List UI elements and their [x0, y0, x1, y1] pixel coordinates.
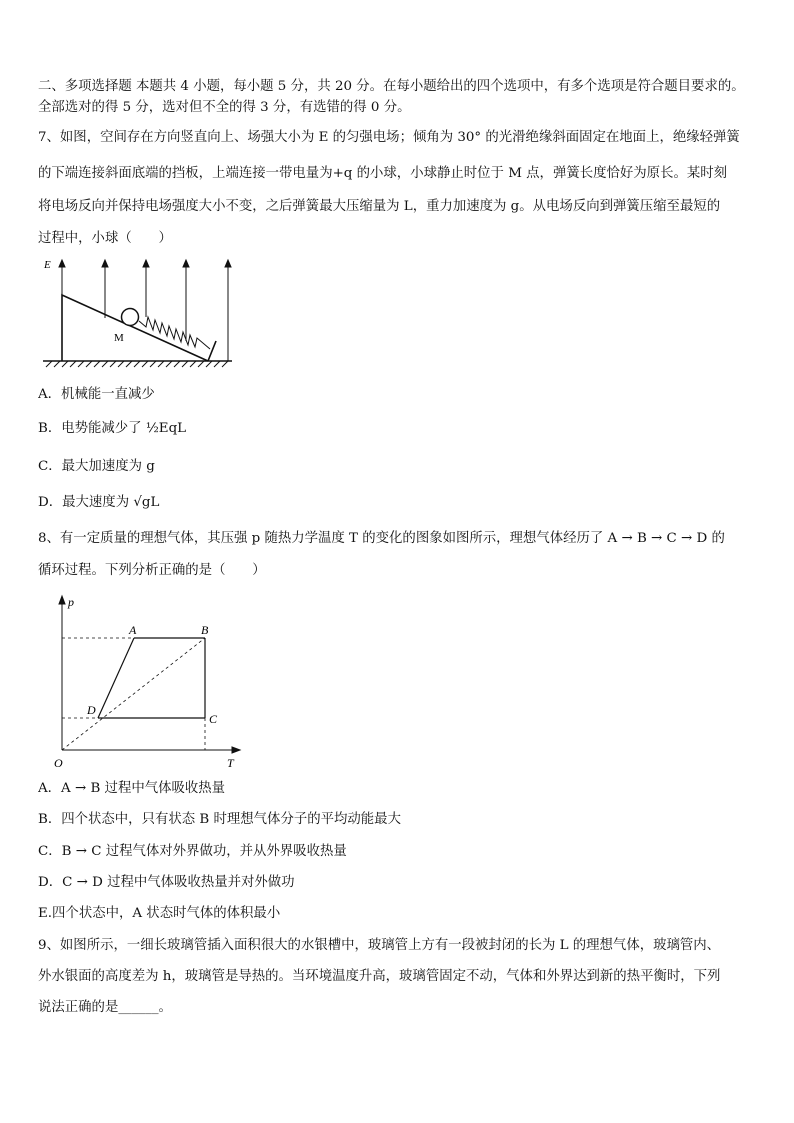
- q7-option-a: A．机械能一直减少: [38, 387, 155, 402]
- charged-ball: [122, 309, 139, 326]
- ground-hatching: [46, 361, 228, 367]
- q7-option-b: B．电势能减少了 ½EqL: [38, 421, 187, 436]
- q9-stem-line-2: 外水银面的高度差为 h，玻璃管是导热的。当环境温度升高，玻璃管固定不动，气体和外界达到新的热平衡时，下列: [38, 969, 721, 984]
- q8-option-c: C．B → C 过程气体对外界做功，并从外界吸收热量: [38, 844, 347, 859]
- q8-pT-diagram: [50, 590, 245, 770]
- q7-stem-line-2: 的下端连接斜面底端的挡板，上端连接一带电量为+q 的小球，小球静止时位于 M 点，弹簧长度恰好为原长。某时刻: [38, 166, 728, 181]
- label-M: M: [114, 332, 124, 344]
- q8-option-a: A．A → B 过程中气体吸收热量: [38, 781, 226, 796]
- spring: [139, 317, 210, 349]
- label-A: A: [129, 623, 137, 637]
- label-B: B: [201, 623, 209, 637]
- q7-option-d: D．最大速度为 √gL: [38, 495, 160, 510]
- cycle-path: [98, 638, 205, 718]
- label-E: E: [44, 259, 51, 271]
- electric-field-arrows: [59, 260, 231, 361]
- label-O: O: [54, 756, 63, 770]
- q8-option-b: B．四个状态中，只有状态 B 时理想气体分子的平均动能最大: [38, 812, 401, 827]
- q8-option-d: D．C → D 过程中气体吸收热量并对外做功: [38, 875, 295, 890]
- label-C: C: [209, 712, 218, 726]
- q8-stem-line-2: 循环过程。下列分析正确的是（ ）: [38, 563, 266, 578]
- q8-option-e: E.四个状态中，A 状态时气体的体积最小: [38, 906, 281, 921]
- section-instruction-line-1: 二、多项选择题 本题共 4 小题，每小题 5 分，共 20 分。在每小题给出的四个选项中，有多个选项是符合题目要求的。: [38, 79, 745, 94]
- q7-incline-figure: [38, 255, 238, 370]
- label-D: D: [87, 703, 96, 717]
- baffle-plate: [208, 341, 216, 361]
- q7-stem-line-4: 过程中，小球（ ）: [38, 231, 172, 246]
- axes: [59, 596, 240, 753]
- section-instruction-line-2: 全部选对的得 5 分，选对但不全的得 3 分，有选错的得 0 分。: [38, 100, 411, 115]
- q7-stem-line-1: 7、如图，空间存在方向竖直向上、场强大小为 E 的匀强电场；倾角为 30° 的光滑绝缘斜面固定在地面上，绝缘轻弹簧: [38, 130, 740, 145]
- q7-option-c: C．最大加速度为 g: [38, 459, 155, 474]
- q7-stem-line-3: 将电场反向并保持电场强度大小不变，之后弹簧最大压缩量为 L，重力加速度为 g。从电场反向到弹簧压缩至最短的: [38, 199, 721, 214]
- q8-stem-line-1: 8、有一定质量的理想气体，其压强 p 随热力学温度 T 的变化的图象如图所示，理想气体经历了 A → B → C → D 的: [38, 531, 725, 546]
- label-p: p: [68, 595, 74, 609]
- dashed-guides: [62, 638, 205, 750]
- q9-stem-line-1: 9、如图所示，一细长玻璃管插入面积很大的水银槽中，玻璃管上方有一段被封闭的长为 L 的理想气体，玻璃管内、: [38, 938, 721, 953]
- label-T: T: [227, 756, 234, 770]
- q9-stem-line-3: 说法正确的是______。: [38, 1000, 172, 1015]
